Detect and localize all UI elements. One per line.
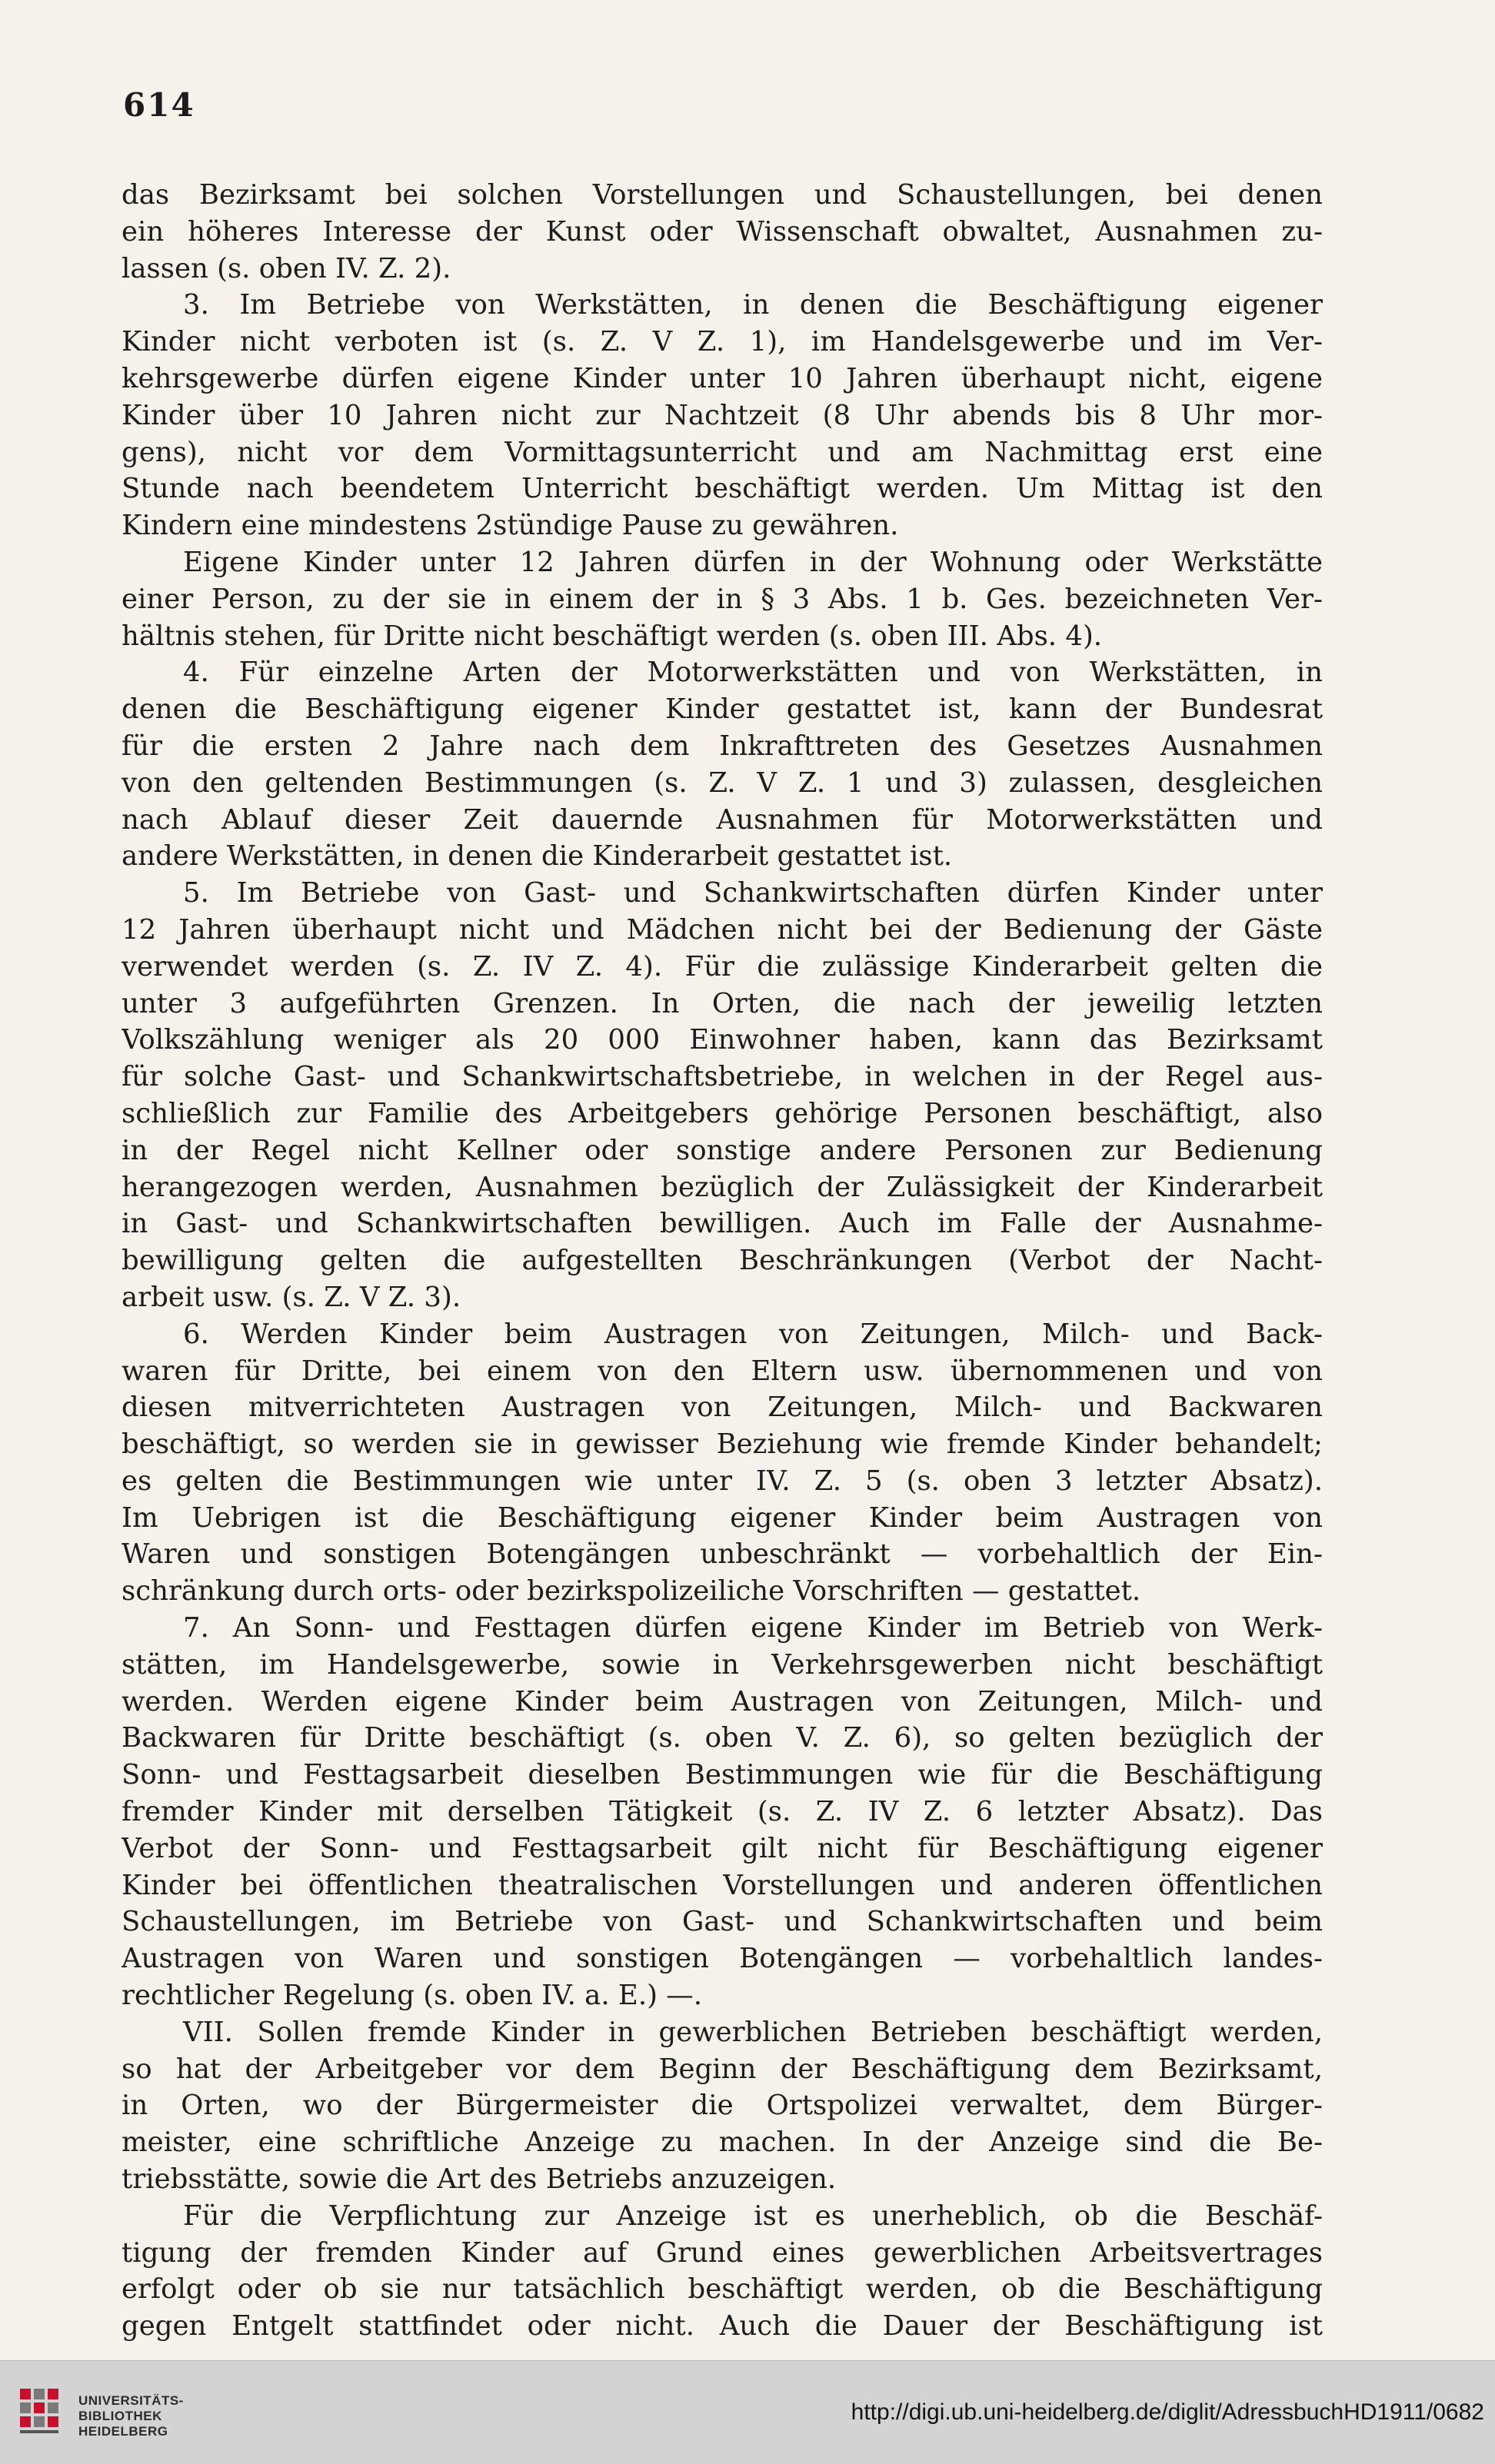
text-line: fremder Kinder mit derselben Tätigkeit (s. Z. IV Z. 6 letzter Absatz). Das — [122, 1796, 1323, 1828]
text-line: Eigene Kinder unter 12 Jahren dürfen in der Wohnung oder Werkstätte — [183, 546, 1323, 578]
text-line: meister, eine schriftliche Anzeige zu machen. In der Anzeige sind die Be- — [122, 2126, 1323, 2159]
text-line: lassen (s. oben IV. Z. 2). — [122, 252, 451, 284]
body-text — [122, 177, 1323, 2345]
text-line: Kindern eine mindestens 2stündige Pause zu gewähren. — [122, 510, 899, 542]
text-line: VII. Sollen fremde Kinder in gewerblichen Betrieben beschäftigt werden, — [183, 2016, 1323, 2048]
source-url-link[interactable]: http://digi.ub.uni-heidelberg.de/diglit/AdressbuchHD1911/0682 — [851, 2399, 1484, 2425]
text-line: nach Ablauf dieser Zeit dauernde Ausnahmen für Motorwerkstätten und — [122, 803, 1323, 836]
text-line: waren für Dritte, bei einem von den Eltern usw. übernommenen und von — [122, 1355, 1323, 1387]
text-line: 3. Im Betriebe von Werkstätten, in denen die Beschäftigung eigener — [183, 289, 1323, 321]
text-line: in Orten, wo der Bürgermeister die Ortspolizei verwaltet, dem Bürger- — [122, 2090, 1323, 2122]
text-line: denen die Beschäftigung eigener Kinder gestattet ist, kann der Bundesrat — [122, 693, 1323, 726]
logo-line: HEIDELBERG — [78, 2424, 168, 2439]
text-line: schränkung durch orts- oder bezirkspolizeiliche Vorschriften — gestattet. — [122, 1575, 1141, 1608]
text-line: 12 Jahren überhaupt nicht und Mädchen nicht bei der Bedienung der Gäste — [122, 913, 1323, 946]
text-line: unter 3 aufgeführten Grenzen. In Orten, die nach der jeweilig letzten — [122, 987, 1323, 1019]
text-line: so hat der Arbeitgeber vor dem Beginn der Beschäftigung dem Bezirksamt, — [122, 2053, 1323, 2085]
text-line: 6. Werden Kinder beim Austragen von Zeitungen, Milch- und Back- — [183, 1318, 1323, 1350]
text-line: Im Uebrigen ist die Beschäftigung eigener Kinder beim Austragen von — [122, 1501, 1323, 1534]
text-line: Kinder bei öffentlichen theatralischen Vorstellungen und anderen öffentlichen — [122, 1869, 1323, 1901]
text-line: Sonn- und Festtagsarbeit dieselben Bestimmungen wie für die Beschäftigung — [122, 1759, 1323, 1791]
text-line: für die ersten 2 Jahre nach dem Inkrafttreten des Gesetzes Ausnahmen — [122, 730, 1323, 762]
text-line: Stunde nach beendetem Unterricht beschäftigt werden. Um Mittag ist den — [122, 473, 1323, 505]
text-line: diesen mitverrichteten Austragen von Zeitungen, Milch- und Backwaren — [122, 1392, 1323, 1424]
text-line: andere Werkstätten, in denen die Kinderarbeit gestattet ist. — [122, 840, 953, 873]
text-line: es gelten die Bestimmungen wie unter IV. Z. 5 (s. oben 3 letzter Absatz). — [122, 1465, 1323, 1497]
text-line: stätten, im Handelsgewerbe, sowie in Verkehrsgewerben nicht beschäftigt — [122, 1648, 1323, 1681]
text-line: bewilligung gelten die aufgestellten Beschränkungen (Verbot der Nacht- — [122, 1245, 1323, 1277]
text-line: Schaustellungen, im Betriebe von Gast- und Schankwirtschaften und beim — [122, 1906, 1323, 1938]
text-line: ein höheres Interesse der Kunst oder Wissenschaft obwaltet, Ausnahmen zu- — [122, 215, 1323, 248]
text-line: tigung der fremden Kinder auf Grund eines gewerblichen Arbeitsvertrages — [122, 2236, 1323, 2269]
text-line: Kinder über 10 Jahren nicht zur Nachtzeit (8 Uhr abends bis 8 Uhr mor- — [122, 399, 1323, 431]
text-line: Backwaren für Dritte beschäftigt (s. oben V. Z. 6), so gelten bezüglich der — [122, 1722, 1323, 1754]
text-line: Volkszählung weniger als 20 000 Einwohner haben, kann das Bezirksamt — [122, 1024, 1323, 1056]
logo-line: UNIVERSITÄTS- — [78, 2393, 184, 2408]
text-line: Waren und sonstigen Botengängen unbeschränkt — vorbehaltlich der Ein- — [122, 1538, 1323, 1571]
text-line: in der Regel nicht Kellner oder sonstige andere Personen zur Bedienung — [122, 1134, 1323, 1166]
university-library-logo[interactable] — [17, 2384, 201, 2446]
text-line: einer Person, zu der sie in einem der in § 3 Abs. 1 b. Ges. bezeichneten Ver- — [122, 583, 1323, 615]
text-line: kehrsgewerbe dürfen eigene Kinder unter 10 Jahren überhaupt nicht, eigene — [122, 362, 1323, 394]
text-line: rechtlicher Regelung (s. oben IV. a. E.) —. — [122, 1980, 703, 2012]
text-line: erfolgt oder ob sie nur tatsächlich beschäftigt werden, ob die Beschäftigung — [122, 2273, 1323, 2306]
footer-bar — [0, 2360, 1495, 2464]
text-line: hältnis stehen, für Dritte nicht beschäftigt werden (s. oben III. Abs. 4). — [122, 620, 1103, 652]
logo-wordmark — [78, 2393, 184, 2439]
text-line: arbeit usw. (s. Z. V Z. 3). — [122, 1281, 461, 1313]
text-line: für solche Gast- und Schankwirtschaftsbetriebe, in welchen in der Regel aus- — [122, 1061, 1323, 1093]
text-line: Für die Verpflichtung zur Anzeige ist es unerheblich, ob die Beschäf- — [183, 2200, 1323, 2232]
library-emblem-icon — [17, 2384, 71, 2446]
text-line: das Bezirksamt bei solchen Vorstellungen und Schaustellungen, bei denen — [122, 179, 1323, 211]
text-line: gens), nicht vor dem Vormittagsunterricht und am Nachmittag erst eine — [122, 436, 1323, 468]
text-line: gegen Entgelt stattfindet oder nicht. Auch die Dauer der Beschäftigung ist — [122, 2310, 1323, 2343]
logo-line: BIBLIOTHEK — [78, 2409, 162, 2423]
page-number: 614 — [123, 86, 195, 124]
text-line: Kinder nicht verboten ist (s. Z. V Z. 1), im Handelsgewerbe und im Ver- — [122, 326, 1323, 358]
text-line: Verbot der Sonn- und Festtagsarbeit gilt nicht für Beschäftigung eigener — [122, 1832, 1323, 1864]
text-line: Austragen von Waren und sonstigen Botengängen — vorbehaltlich landes- — [122, 1943, 1323, 1975]
text-line: 4. Für einzelne Arten der Motorwerkstätten und von Werkstätten, in — [183, 657, 1323, 689]
text-line: beschäftigt, so werden sie in gewisser Beziehung wie fremde Kinder behandelt; — [122, 1428, 1323, 1461]
text-line: verwendet werden (s. Z. IV Z. 4). Für die zulässige Kinderarbeit gelten die — [122, 950, 1323, 983]
text-line: 7. An Sonn- und Festtagen dürfen eigene Kinder im Betrieb von Werk- — [183, 1612, 1323, 1644]
text-line: herangezogen werden, Ausnahmen bezüglich der Zulässigkeit der Kinderarbeit — [122, 1171, 1323, 1203]
text-line: werden. Werden eigene Kinder beim Austragen von Zeitungen, Milch- und — [122, 1685, 1323, 1717]
text-line: von den geltenden Bestimmungen (s. Z. V Z. 1 und 3) zulassen, desgleichen — [122, 766, 1323, 799]
text-line: triebsstätte, sowie die Art des Betriebs anzuzeigen. — [122, 2163, 837, 2196]
text-line: 5. Im Betriebe von Gast- und Schankwirtschaften dürfen Kinder unter — [183, 877, 1323, 909]
text-line: schließlich zur Familie des Arbeitgebers gehörige Personen beschäftigt, also — [122, 1097, 1323, 1129]
text-line: in Gast- und Schankwirtschaften bewilligen. Auch im Falle der Ausnahme- — [122, 1208, 1323, 1240]
